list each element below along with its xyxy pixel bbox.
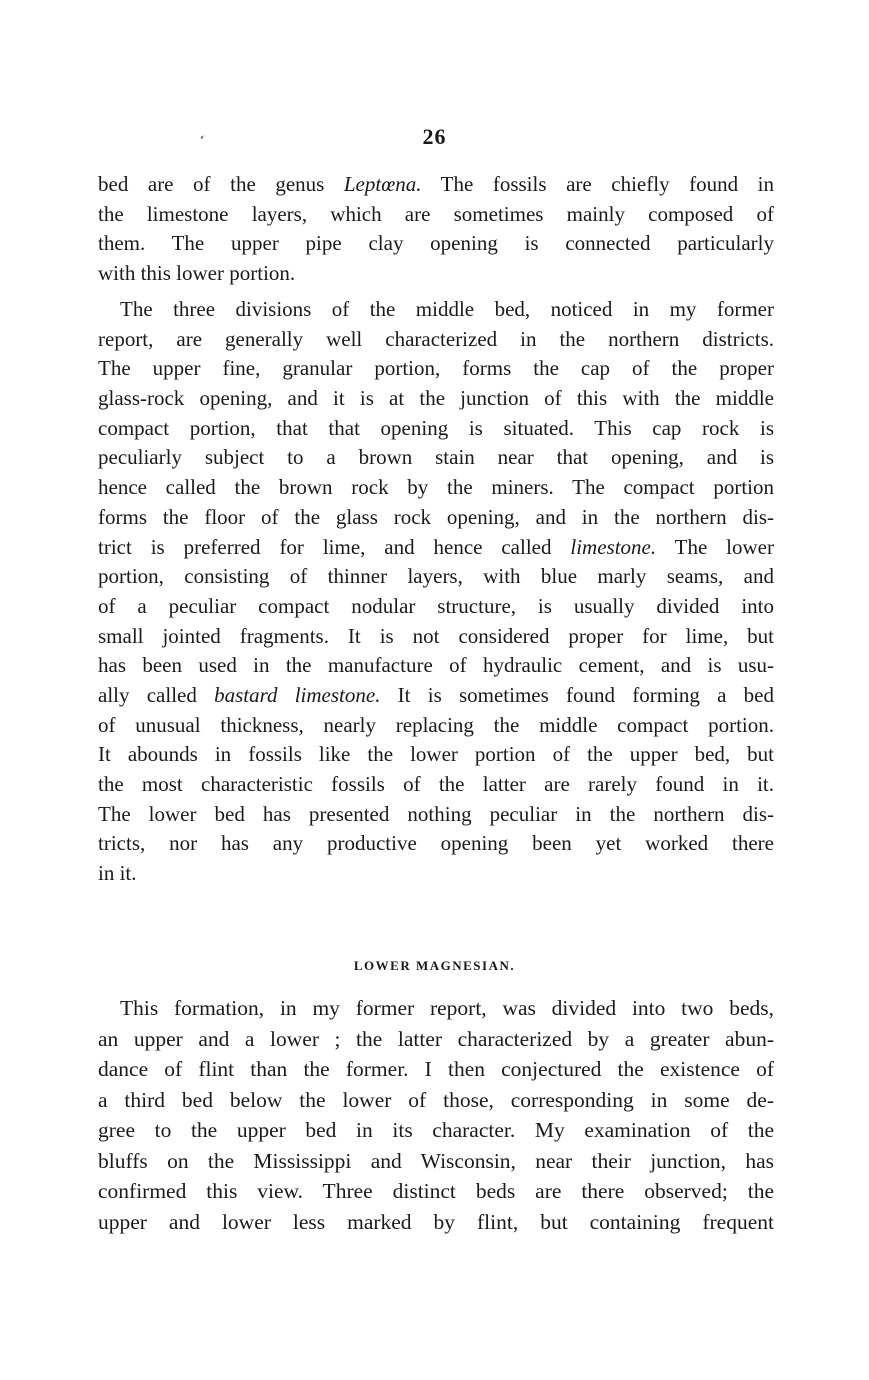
text-line: in it.	[98, 861, 137, 886]
paragraph-middle-bed	[98, 295, 774, 889]
text-line: of unusual thickness, nearly replacing the middle compact portion.	[98, 712, 774, 737]
text-line: forms the floor of the glass rock opening, and in the northern dis-	[98, 504, 774, 529]
text-line: tricts, nor has any productive opening been yet worked there	[98, 831, 774, 856]
paragraph-lower-magnesian	[98, 993, 774, 1237]
italic-term: limestone.	[570, 534, 657, 559]
text-line: compact portion, that that opening is situated. This cap rock is	[98, 415, 774, 440]
section-heading: LOWER MAGNESIAN.	[353, 958, 516, 973]
text-line: dance of flint than the former. I then conjectured the existence of	[98, 1057, 774, 1081]
text-line: upper and lower less marked by flint, but containing frequent	[98, 1209, 774, 1234]
text-line: The three divisions of the middle bed, noticed in my former	[120, 297, 774, 321]
text-line: has been used in the manufacture of hydraulic cement, and is usu-	[98, 653, 774, 678]
text-line: report, are generally well characterized in the northern districts.	[98, 326, 774, 351]
text-line: them. The upper pipe clay opening is connected particularly	[98, 231, 774, 256]
margin-mark: ‘	[195, 132, 206, 149]
text-line: portion, consisting of thinner layers, with blue marly seams, and	[98, 564, 774, 589]
text-line: the most characteristic fossils of the latter are rarely found in it.	[98, 772, 774, 796]
text-line: gree to the upper bed in its character. My examination of the	[98, 1118, 774, 1142]
text-line: The upper fine, granular portion, forms the cap of the proper	[98, 356, 774, 381]
text-line: peculiarly subject to a brown stain near that opening, and is	[98, 445, 774, 470]
text-line: an upper and a lower ; the latter characterized by a greater abun-	[98, 1026, 774, 1051]
text-line: the limestone layers, which are sometimes mainly composed of	[98, 201, 774, 226]
text-line: trict is preferred for lime, and hence called limestone. The lower	[98, 534, 774, 559]
text-line: bluffs on the Mississippi and Wisconsin, near their junction, has	[98, 1148, 774, 1173]
text-line: small jointed fragments. It is not considered proper for lime, but	[98, 623, 774, 648]
text-line: This formation, in my former report, was divided into two beds,	[120, 996, 774, 1020]
text-line: ally called bastard limestone. It is sometimes found forming a bed	[98, 682, 774, 707]
text-line: confirmed this view. Three distinct beds are there observed; the	[98, 1179, 774, 1203]
italic-term: Leptœna.	[343, 172, 422, 196]
text-line: with this lower portion.	[98, 261, 296, 286]
page-number: 26	[422, 124, 447, 149]
text-line: glass-rock opening, and it is at the junction of this with the middle	[98, 386, 774, 411]
italic-term: bastard limestone.	[214, 682, 381, 707]
paragraph-continuation	[98, 170, 774, 289]
text-line: of a peculiar compact nodular structure, is usually divided into	[98, 593, 774, 618]
text-line: hence called the brown rock by the miners. The compact portion	[98, 475, 774, 500]
text-line: a third bed below the lower of those, corresponding in some de-	[98, 1087, 774, 1112]
text-line: It abounds in fossils like the lower portion of the upper bed, but	[98, 742, 774, 767]
text-line: The lower bed has presented nothing peculiar in the northern dis-	[98, 801, 774, 826]
text-line: bed are of the genus Leptœna. The fossils are chiefly found in	[98, 172, 774, 196]
